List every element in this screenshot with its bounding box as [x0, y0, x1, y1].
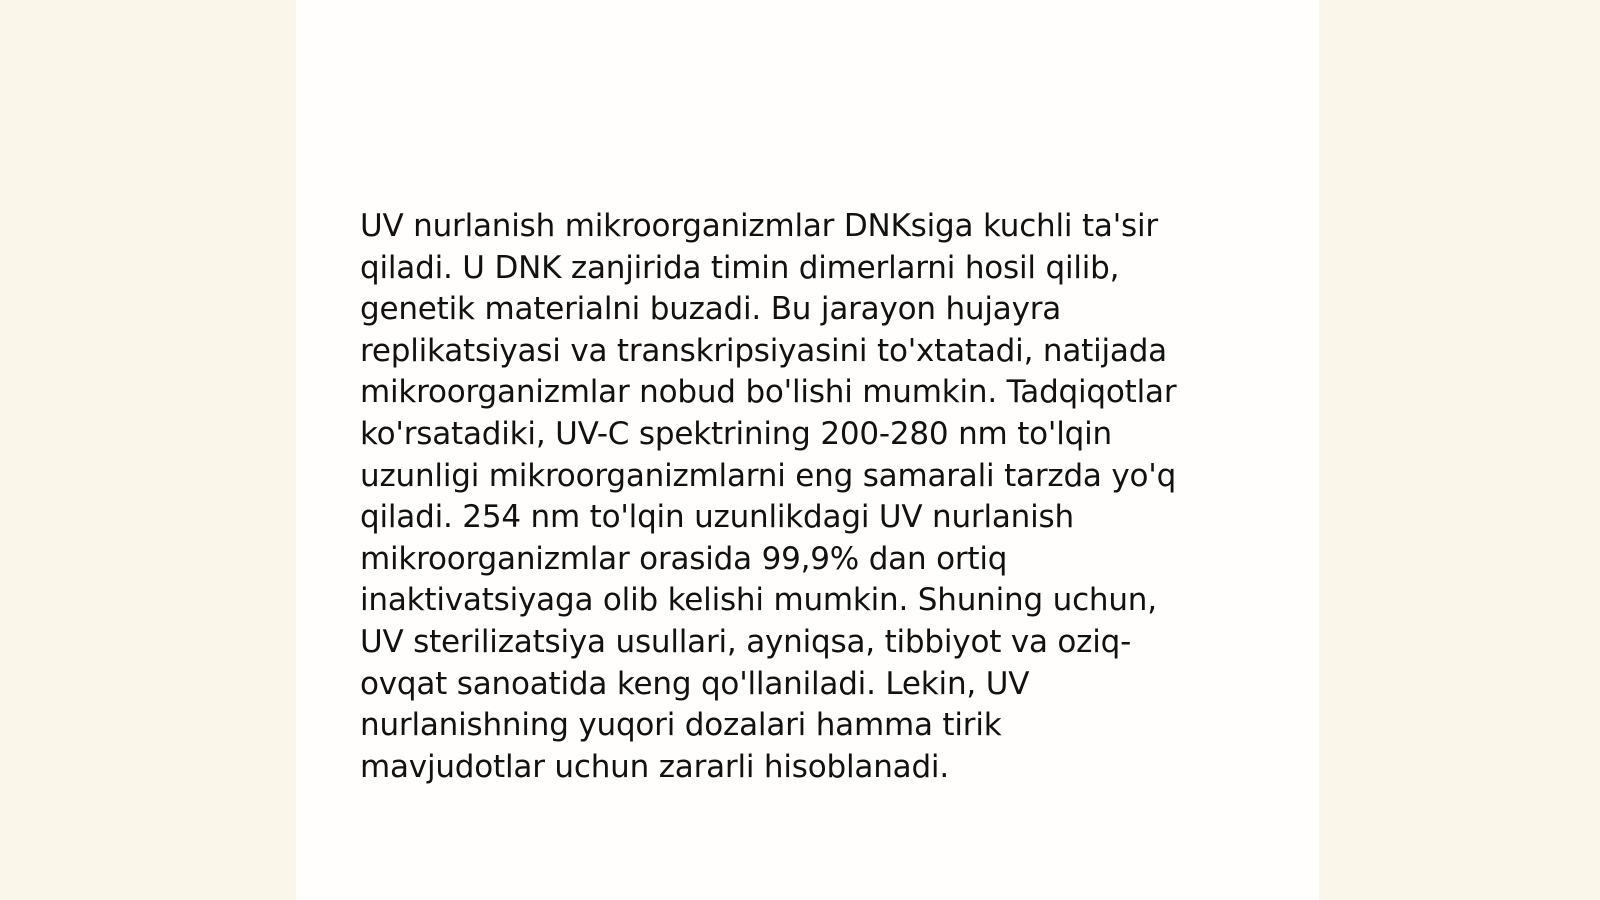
text-page	[296, 0, 1319, 900]
paragraph-line: mikroorganizmlar orasida 99,9% dan ortiq	[360, 540, 1008, 577]
body-paragraph	[360, 206, 1260, 788]
paragraph-line: ovqat sanoatida keng qo'llaniladi. Lekin, UV	[360, 665, 1030, 702]
paragraph-line: mavjudotlar uchun zararli hisoblanadi.	[360, 748, 949, 785]
paragraph-line: ko'rsatadiki, UV-C spektrining 200-280 nm to'lqin	[360, 415, 1112, 452]
paragraph-line: replikatsiyasi va transkripsiyasini to'xtatadi, natijada	[360, 332, 1167, 369]
paragraph-line: qiladi. U DNK zanjirida timin dimerlarni hosil qilib,	[360, 249, 1120, 286]
paragraph-line: UV nurlanish mikroorganizmlar DNKsiga kuchli ta'sir	[360, 208, 1158, 244]
paragraph-line: mikroorganizmlar nobud bo'lishi mumkin. Tadqiqotlar	[360, 374, 1177, 411]
paragraph-line: inaktivatsiyaga olib kelishi mumkin. Shuning uchun,	[360, 582, 1157, 619]
paragraph-line: uzunligi mikroorganizmlarni eng samarali tarzda yo'q	[360, 457, 1177, 494]
paragraph-line: UV sterilizatsiya usullari, ayniqsa, tibbiyot va oziq-	[360, 623, 1132, 660]
paragraph-line: nurlanishning yuqori dozalari hamma tirik	[360, 707, 1002, 744]
paragraph-line: genetik materialni buzadi. Bu jarayon hujayra	[360, 291, 1062, 328]
paragraph-line: qiladi. 254 nm to'lqin uzunlikdagi UV nurlanish	[360, 499, 1074, 536]
